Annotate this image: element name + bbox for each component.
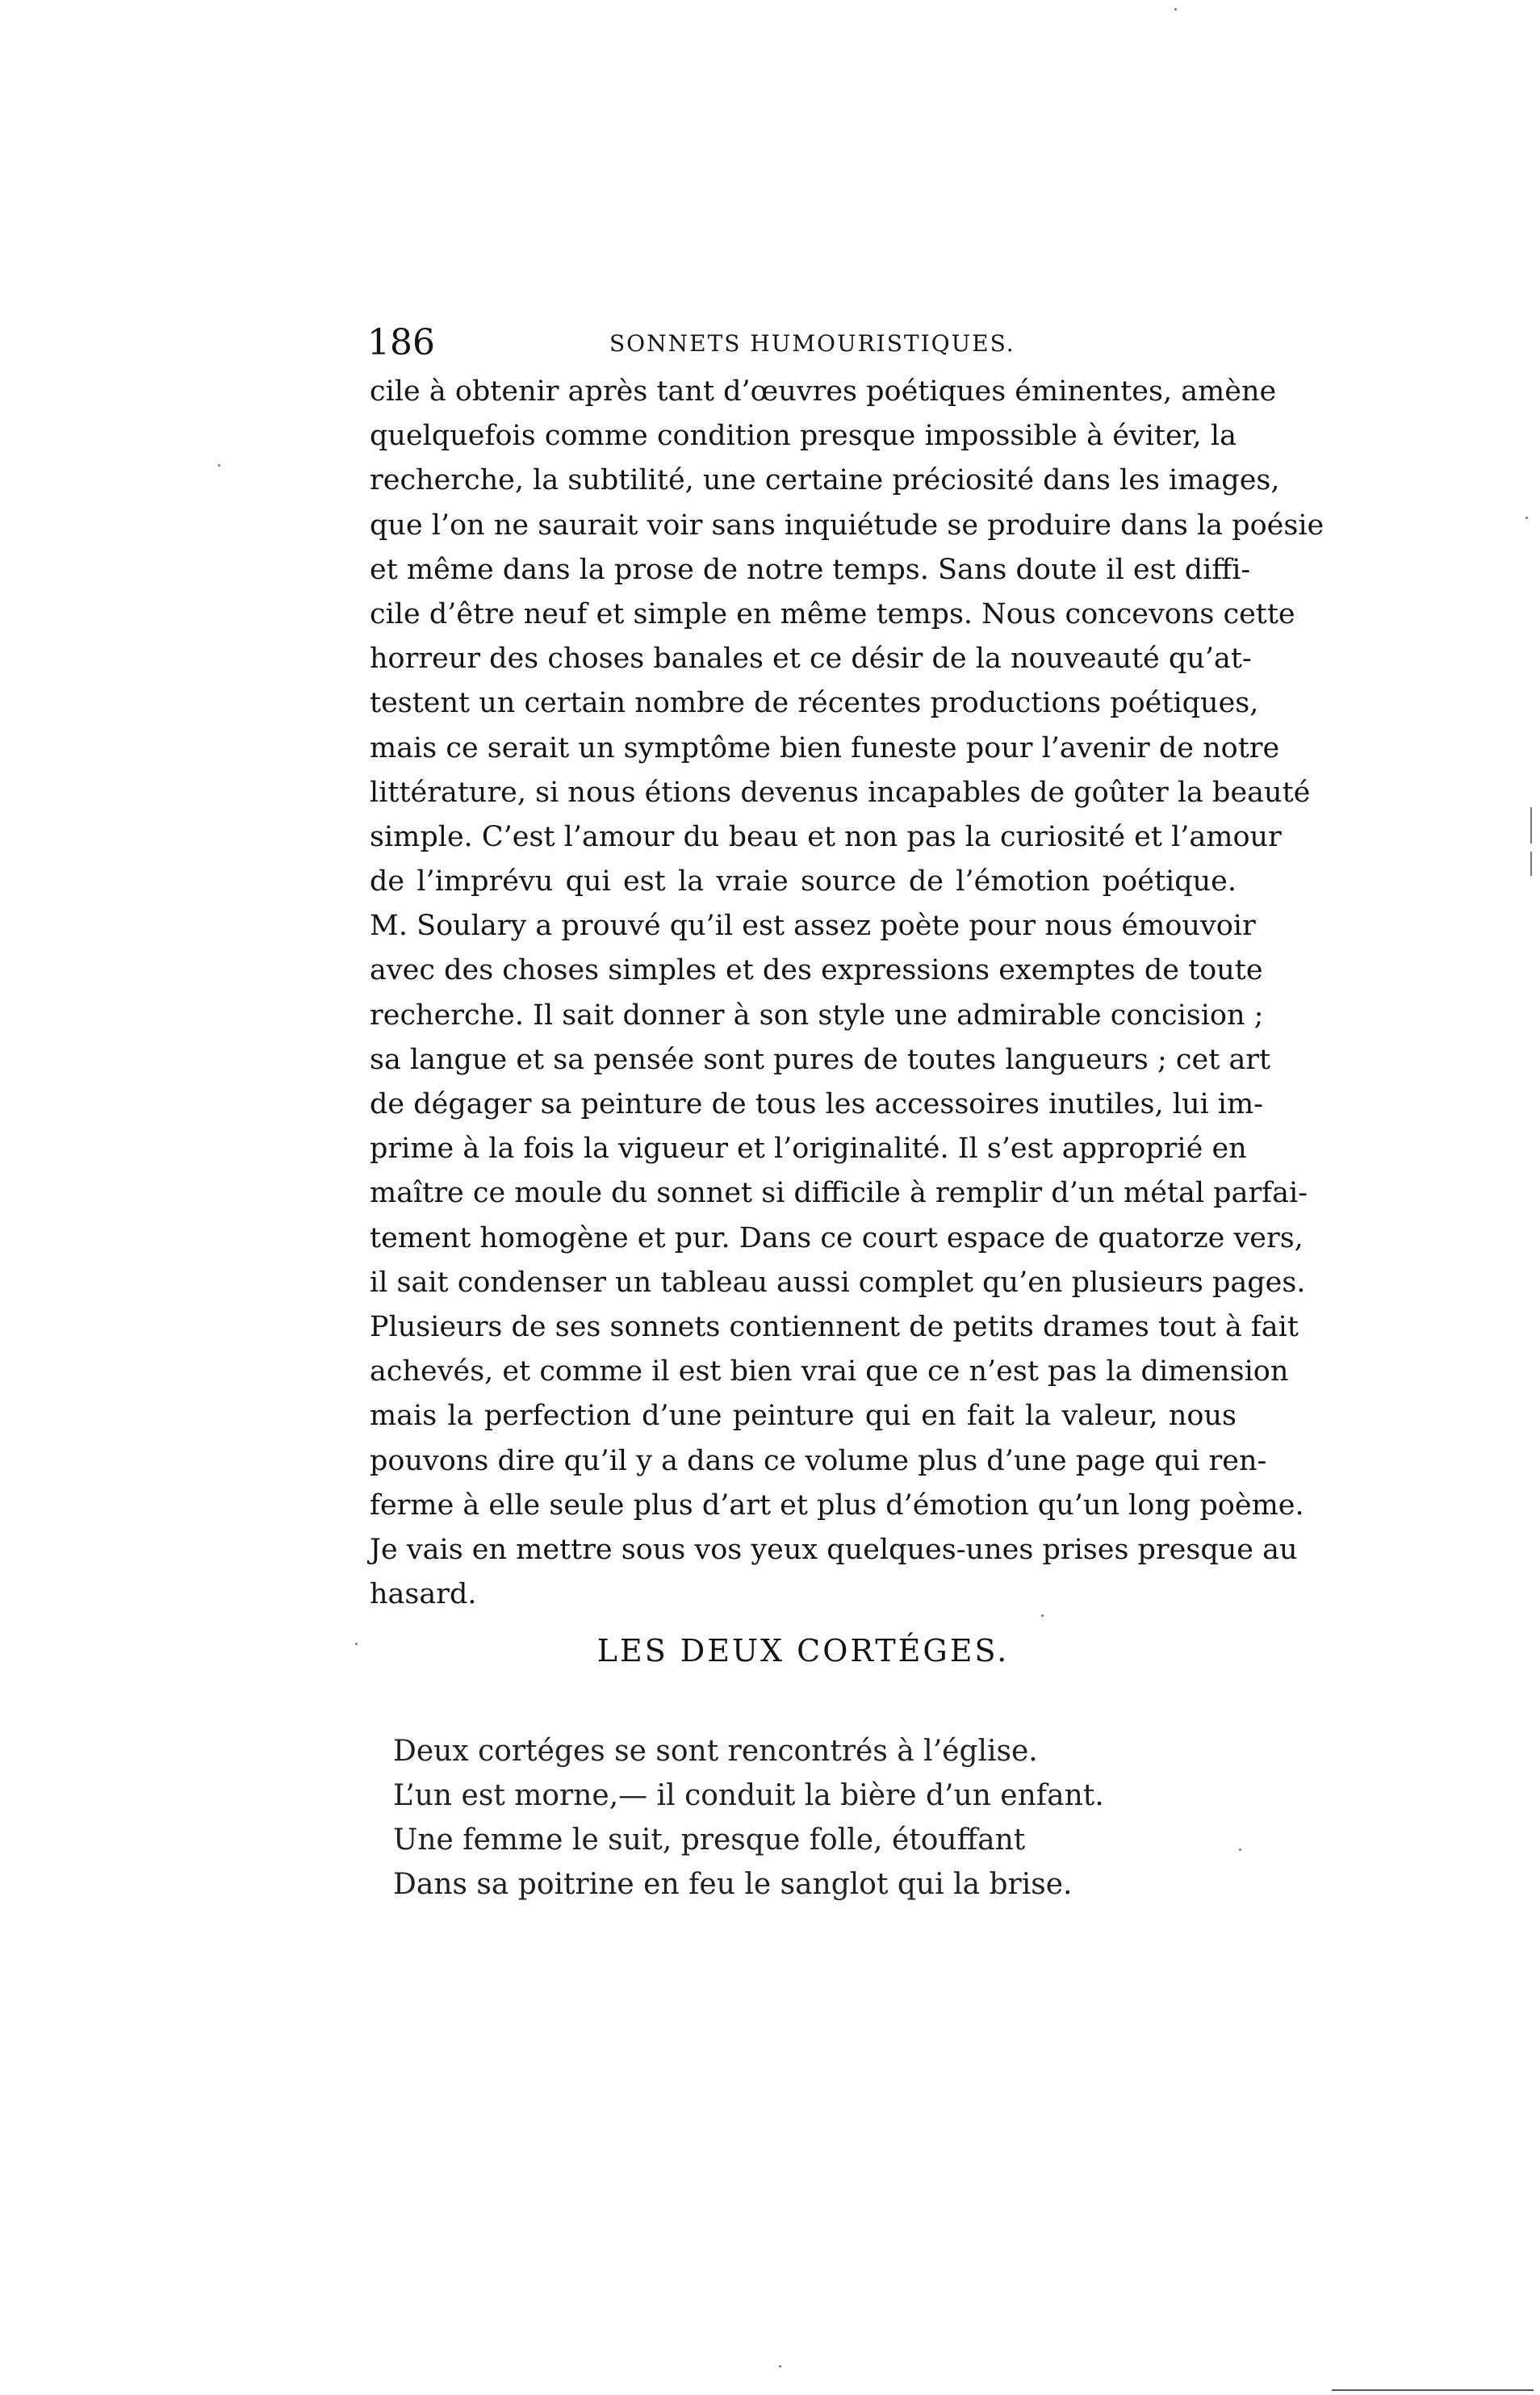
poem-line: Une femme le suit, presque folle, étouffant: [393, 1823, 1026, 1857]
scan-speck: [1174, 8, 1177, 10]
scan-speck: [1525, 517, 1528, 519]
body-line: cile d’être neuf et simple en même temps. Nous concevons cette: [370, 597, 1295, 630]
body-line: tement homogène et pur. Dans ce court espace de quatorze vers,: [370, 1221, 1304, 1254]
body-line: littérature, si nous étions devenus incapables de goûter la beauté: [370, 776, 1311, 809]
page-number: 186: [367, 322, 435, 363]
body-line: ferme à elle seule plus d’art et plus d’émotion qu’un long poème.: [370, 1489, 1304, 1522]
scan-speck: [218, 464, 220, 467]
body-line: maître ce moule du sonnet si difficile à remplir d’un métal parfai-: [370, 1177, 1308, 1210]
body-line: achevés, et comme il est bien vrai que ce n’est pas la dimension: [370, 1355, 1289, 1388]
body-text: [370, 370, 1324, 1617]
body-line: simple. C’est l’amour du beau et non pas la curiosité et l’amour: [370, 820, 1282, 853]
body-line: et même dans la prose de notre temps. Sans doute il est diffi-: [370, 553, 1251, 586]
poem-title: LES DEUX CORTÉGES.: [596, 1633, 1010, 1669]
body-line: Plusieurs de ses sonnets contiennent de petits drames tout à fait: [370, 1310, 1299, 1343]
scan-speck: [355, 1643, 358, 1645]
body-line: Je vais en mettre sous vos yeux quelques-unes prises presque au: [370, 1533, 1298, 1566]
scan-mark: [1332, 2389, 1534, 2391]
body-line: de dégager sa peinture de tous les accessoires inutiles, lui im-: [370, 1088, 1264, 1120]
body-line: testent un certain nombre de récentes productions poétiques,: [370, 687, 1259, 720]
body-line: M. Soulary a prouvé qu’il est assez poète pour nous émouvoir: [370, 910, 1256, 943]
body-line: recherche, la subtilité, une certaine préciosité dans les images,: [370, 464, 1280, 497]
page-header: [367, 319, 1239, 367]
scan-speck: [1239, 1849, 1241, 1851]
poem-line: Deux cortéges se sont rencontrés à l’église.: [393, 1735, 1038, 1768]
body-line: hasard.: [370, 1578, 477, 1611]
poem-stanza: [393, 1729, 1249, 1907]
body-line: de l’imprévu qui est la vraie source de l’émotion poétique.: [370, 865, 1237, 898]
body-line: mais ce serait un symptôme bien funeste pour l’avenir de notre: [370, 731, 1280, 764]
poem-line: Dans sa poitrine en feu le sanglot qui la brise.: [393, 1868, 1073, 1901]
body-line: sa langue et sa pensée sont pures de toutes langueurs ; cet art: [370, 1043, 1271, 1076]
body-line: horreur des choses banales et ce désir de la nouveauté qu’at-: [370, 643, 1252, 676]
running-title: SONNETS HUMOURISTIQUES.: [609, 330, 1015, 357]
body-line: il sait condenser un tableau aussi complet qu’en plusieurs pages.: [370, 1266, 1306, 1299]
body-line: cile à obtenir après tant d’œuvres poétiques éminentes, amène: [370, 375, 1277, 408]
body-line: pouvons dire qu’il y a dans ce volume plus d’une page qui ren-: [370, 1444, 1267, 1477]
poem-line: L’un est morne,— il conduit la bière d’un enfant.: [393, 1779, 1104, 1812]
scan-mark: [1530, 852, 1532, 876]
body-line: prime à la fois la vigueur et l’originalité. Il s’est approprié en: [370, 1133, 1247, 1166]
body-line: que l’on ne saurait voir sans inquiétude se produire dans la poésie: [370, 509, 1324, 542]
body-line: mais la perfection d’une peinture qui en fait la valeur, nous: [370, 1400, 1237, 1433]
body-line: avec des choses simples et des expressions exemptes de toute: [370, 954, 1263, 987]
scan-mark: [1530, 807, 1532, 844]
body-line: quelquefois comme condition presque impossible à éviter, la: [370, 420, 1237, 453]
scan-speck: [779, 2365, 781, 2368]
body-line: recherche. Il sait donner à son style une admirable concision ;: [370, 999, 1264, 1032]
scan-speck: [1041, 1614, 1044, 1617]
